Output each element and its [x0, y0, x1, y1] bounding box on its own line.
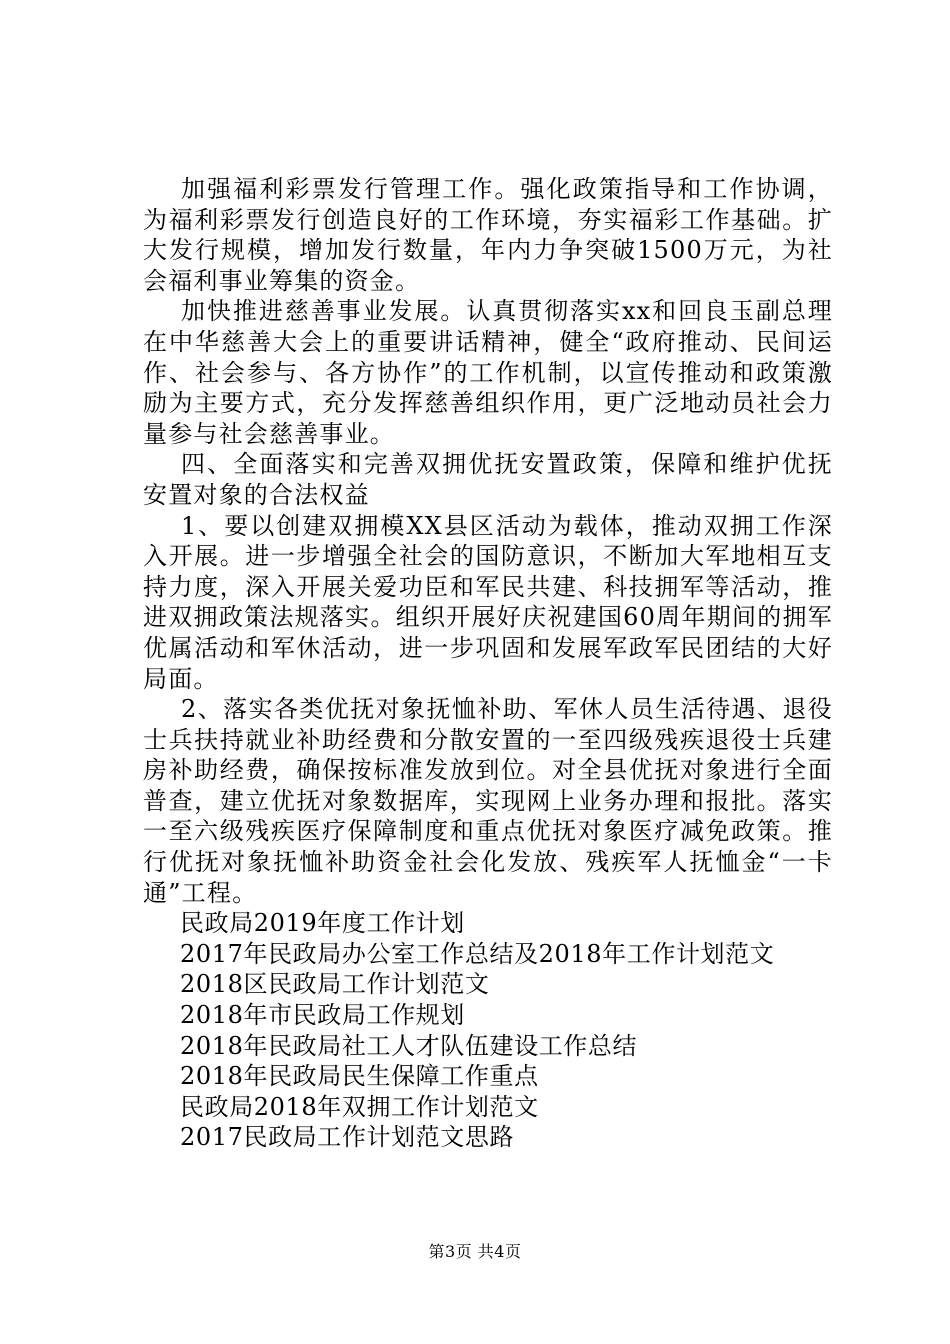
related-article-link[interactable]: 2018区民政局工作计划范文 [180, 970, 490, 999]
paragraph-welfare-lottery: 加强福利彩票发行管理工作。强化政策指导和工作协调，为福利彩票发行创造良好的工作环境，夯实福彩工作基础。扩大发行规模，增加发行数量，年内力争突破1500万元，为社会福利事业筹集的资金。 [143, 175, 833, 295]
document-body [143, 174, 833, 1153]
related-article-link[interactable]: 2018年市民政局工作规划 [180, 1001, 465, 1030]
section-heading-four: 四、全面落实和完善双拥优抚安置政策，保障和维护优抚安置对象的合法权益 [143, 450, 833, 509]
paragraph-item-2: 2、落实各类优抚对象抚恤补助、军休人员生活待遇、退役士兵扶持就业补助经费和分散安置的一至四级残疾退役士兵建房补助经费，确保按标准发放到位。对全县优抚对象进行全面普查，建立优抚对象数据库，实现网上业务办理和报批。落实一至六级残疾医疗保障制度和重点优抚对象医疗减免政策。推行优抚对象抚恤补助资金社会化发放、残疾军人抚恤金“一卡通”工程。 [143, 695, 833, 907]
page-footer: 第3页 共4页 [428, 1242, 522, 1261]
related-articles-list [143, 908, 833, 1153]
paragraph-item-1: 1、要以创建双拥模XX县区活动为载体，推动双拥工作深入开展。进一步增强全社会的国防意识，不断加大军地相互支持力度，深入开展关爱功臣和军民共建、科技拥军等活动，推进双拥政策法规落实。组织开展好庆祝建国60周年期间的拥军优属活动和军休活动，进一步巩固和发展军政军民团结的大好局面。 [143, 511, 833, 693]
related-article-link[interactable]: 民政局2019年度工作计划 [180, 909, 465, 938]
related-article-link[interactable]: 2017民政局工作计划范文思路 [180, 1123, 515, 1152]
paragraph-charity: 加快推进慈善事业发展。认真贯彻落实xx和回良玉副总理在中华慈善大会上的重要讲话精神，健全“政府推动、民间运作、社会参与、各方协作”的工作机制，以宣传推动和政策激励为主要方式，充分发挥慈善组织作用，更广泛地动员社会力量参与社会慈善事业。 [143, 297, 833, 448]
related-article-link[interactable]: 民政局2018年双拥工作计划范文 [180, 1092, 539, 1121]
related-article-link[interactable]: 2018年民政局社工人才队伍建设工作总结 [180, 1031, 638, 1060]
related-article-link[interactable]: 2017年民政局办公室工作总结及2018年工作计划范文 [180, 939, 775, 968]
related-article-link[interactable]: 2018年民政局民生保障工作重点 [180, 1062, 539, 1091]
